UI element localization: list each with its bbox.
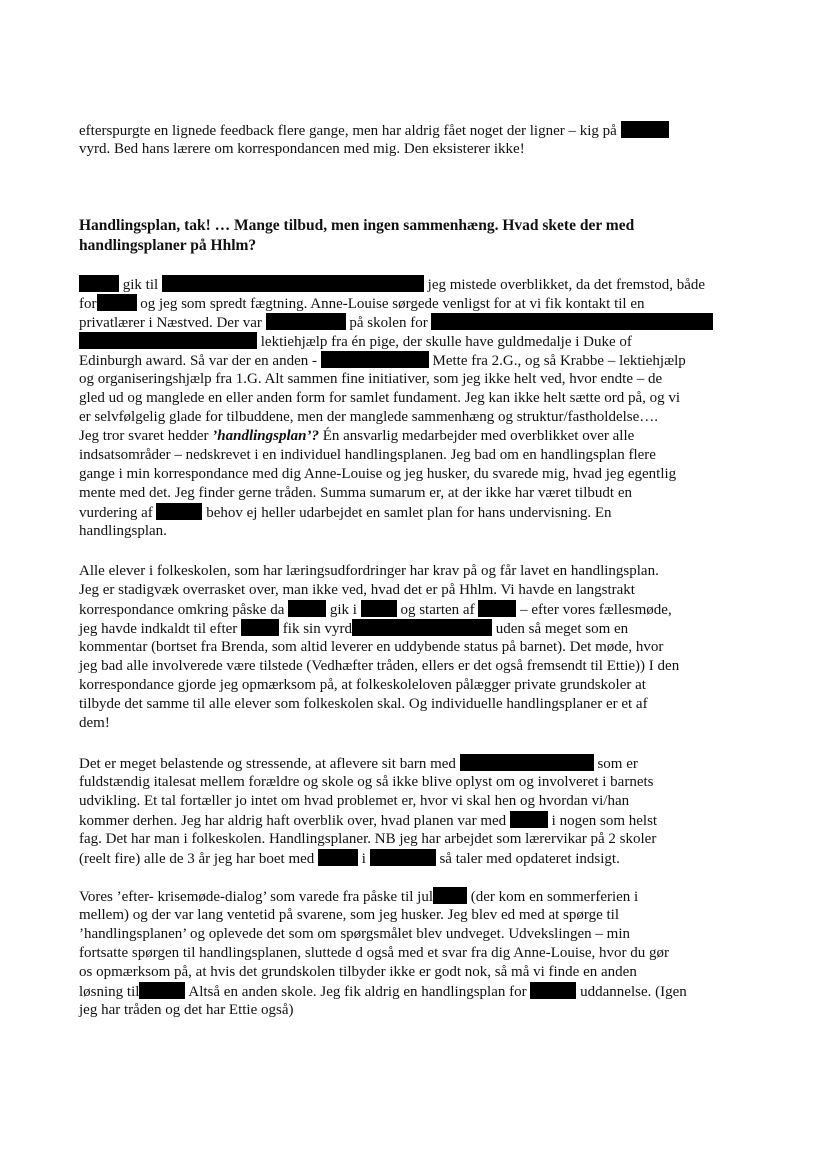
text-line: kommentar (bortset fra Brenda, som altid leverer en uddybende status på barnet). Det møde, hvor [79, 639, 664, 655]
redaction-box [241, 619, 279, 636]
paragraph-3 [79, 754, 759, 868]
text-line: udvikling. Et tal fortæller jo intet om hvad problemet er, hvor vi skal hen og hvordan vi/han [79, 793, 630, 809]
text-line: fuldstændig italesat mellem forældre og skole og så ikke blive oplyst om og involveret i barnets [79, 774, 654, 790]
text-run: Jeg tror svaret hedder [79, 428, 209, 444]
text-run: så taler med opdateret indsigt. [439, 851, 620, 867]
text-run: jeg mistede overblikket, da det fremstod, både [427, 277, 706, 293]
redaction-box [156, 503, 202, 520]
text-run: behov ej heller udarbejdet en samlet plan for hans undervisning. En [206, 505, 612, 521]
text-run: jeg havde indkaldt til efter [79, 621, 238, 637]
intro-paragraph [79, 121, 759, 159]
text-line [79, 600, 759, 619]
redaction-box [288, 600, 326, 617]
text-run: – efter vores fællesmøde, [520, 602, 672, 618]
text-line [79, 849, 759, 868]
redaction-box [321, 351, 429, 368]
text-line: vyrd. Bed hans lærere om korrespondancen med mig. Den eksisterer ikke! [79, 141, 525, 157]
text-line: korrespondance gjorde jeg opmærksom på, at folkeskoleloven pålægger private grundskoler at [79, 677, 646, 693]
text-run: og jeg som spredt fægtning. Anne-Louise sørgede venligst for at vi fik kontakt til en [140, 296, 645, 312]
text-line [79, 811, 759, 830]
text-run: for [79, 296, 97, 312]
text-run: Det er meget belastende og stressende, at aflevere sit barn med [79, 756, 456, 772]
text-line [79, 332, 759, 351]
text-line [79, 619, 759, 638]
redaction-box [370, 849, 436, 866]
redaction-box [352, 619, 492, 636]
text-run: i [361, 851, 366, 867]
text-run: løsning til [79, 984, 140, 1000]
text-line: ’handlingsplanen’ og oplevede det som om spørgsmålet blev undveget. Udvekslingen – min [79, 926, 631, 942]
redaction-box [433, 887, 467, 904]
text-run: i nogen som helst [551, 813, 658, 829]
redaction-box [478, 600, 516, 617]
text-run: (reelt fire) alle de 3 år jeg har boet med [79, 851, 315, 867]
redaction-box [79, 275, 119, 292]
redaction-box [318, 849, 358, 866]
text-run: på skolen for [349, 315, 428, 331]
redaction-box [621, 121, 669, 138]
text-run: Vores ’efter- krisemøde-dialog’ som varede fra påske til jul [79, 889, 434, 905]
text-run: efterspurgte en lignede feedback flere gange, men har aldrig fået noget der ligner – kig på [79, 123, 617, 139]
redaction-box [530, 982, 576, 999]
text-line [79, 121, 759, 140]
redaction-box [510, 811, 548, 828]
text-run: Altså en anden skole. Jeg fik aldrig en handlingsplan for [188, 984, 527, 1000]
heading-line: Handlingsplan, tak! … Mange tilbud, men ingen sammenhæng. Hvad skete der med [79, 217, 635, 234]
text-line: gange i min korrespondance med dig Anne-Louise og jeg husker, du svarede mig, hvad jeg egentlig [79, 466, 677, 482]
text-run: uden så meget som en [495, 621, 629, 637]
section-heading [79, 216, 759, 256]
text-line [79, 754, 759, 773]
text-line: fortsatte spørgen til handlingsplanen, sluttede d også med et svar fra dig Anne-Louise, hvor du gør [79, 945, 670, 961]
redaction-box [97, 294, 137, 311]
paragraph-2 [79, 562, 759, 733]
paragraph-4 [79, 887, 759, 1020]
text-run: som er [597, 756, 638, 772]
redaction-box [460, 754, 594, 771]
text-line: gled ud og manglede en eller anden form for samlet fundament. Jeg kan ikke helt sætte ord på, og vi [79, 390, 681, 406]
redaction-box [431, 313, 713, 330]
text-run: (der kom en sommerferien i [470, 889, 639, 905]
redaction-box [139, 982, 185, 999]
emphasis-text: ’handlingsplan’? [212, 428, 319, 444]
text-run: korrespondance omkring påske da [79, 602, 285, 618]
text-line: tilbyde det samme til alle elever som folkeskolen skal. Og individuelle handlingsplaner er et af [79, 696, 648, 712]
text-line: os opmærksom på, at hvis det grundskolen tilbyder ikke er godt nok, så må vi finde en anden [79, 964, 637, 980]
text-line: er selvfølgelig glade for tilbuddene, men der manglede sammenhæng og struktur/fastholdelse…. [79, 409, 659, 425]
text-line: Jeg er stadigvæk overrasket over, man ikke ved, hvad det er på Hhlm. Vi havde en langstrakt [79, 582, 635, 598]
text-line [79, 427, 759, 446]
text-run: vurdering af [79, 505, 153, 521]
text-line: dem! [79, 715, 110, 731]
text-line [79, 887, 759, 906]
text-line: og organiseringshjælp fra 1.G. Alt sammen fine initiativer, som jeg ikke helt ved, hvor endte – de [79, 371, 663, 387]
text-run: Edinburgh award. Så var der en anden - [79, 353, 317, 369]
text-line: Alle elever i folkeskolen, som har læringsudfordringer har krav på og får lavet en handlingsplan. [79, 563, 659, 579]
text-run: og starten af [400, 602, 475, 618]
text-line [79, 313, 759, 332]
text-line: handlingsplan. [79, 523, 167, 539]
text-line [79, 294, 759, 313]
text-run: Én ansvarlig medarbejder med overblikket over alle [318, 428, 635, 444]
text-line: jeg har tråden og det har Ettie også) [79, 1002, 294, 1018]
text-run: gik til [122, 277, 159, 293]
heading-line: handlingsplaner på Hhlm? [79, 237, 257, 254]
text-run: privatlærer i Næstved. Der var [79, 315, 262, 331]
text-line: mente med det. Jeg finder gerne tråden. Summa sumarum er, at der ikke har været tilbudt en [79, 485, 632, 501]
text-run: Mette fra 2.G., og så Krabbe – lektiehjælp [432, 353, 686, 369]
text-line [79, 982, 759, 1001]
text-line [79, 275, 759, 294]
paragraph-1 [79, 275, 759, 541]
text-line: mellem) og der var lang ventetid på svarene, som jeg husker. Jeg blev ed med at spørge til [79, 907, 619, 923]
text-line [79, 351, 759, 370]
text-run: kommer derhen. Jeg har aldrig haft overblik over, hvad planen var med [79, 813, 507, 829]
text-run: uddannelse. (Igen [580, 984, 687, 1000]
redaction-box [361, 600, 397, 617]
redaction-box [266, 313, 346, 330]
text-run: lektiehjælp fra én pige, der skulle have guldmedalje i Duke of [260, 334, 632, 350]
text-line: jeg bad alle involverede være tilstede (Vedhæfter tråden, ellers er det også fremsendt til Ettie)) I den [79, 658, 680, 674]
redaction-box [162, 275, 424, 292]
text-line [79, 503, 759, 522]
redaction-box [79, 332, 257, 349]
text-line: fag. Det har man i folkeskolen. Handlingsplaner. NB jeg har arbejdet som lærervikar på 2 skoler [79, 831, 657, 847]
text-line: indsatsområder – nedskrevet i en individuel handlingsplanen. Jeg bad om en handlingsplan flere [79, 447, 656, 463]
text-run: gik i [329, 602, 357, 618]
text-run: fik sin vyrd [282, 621, 352, 637]
